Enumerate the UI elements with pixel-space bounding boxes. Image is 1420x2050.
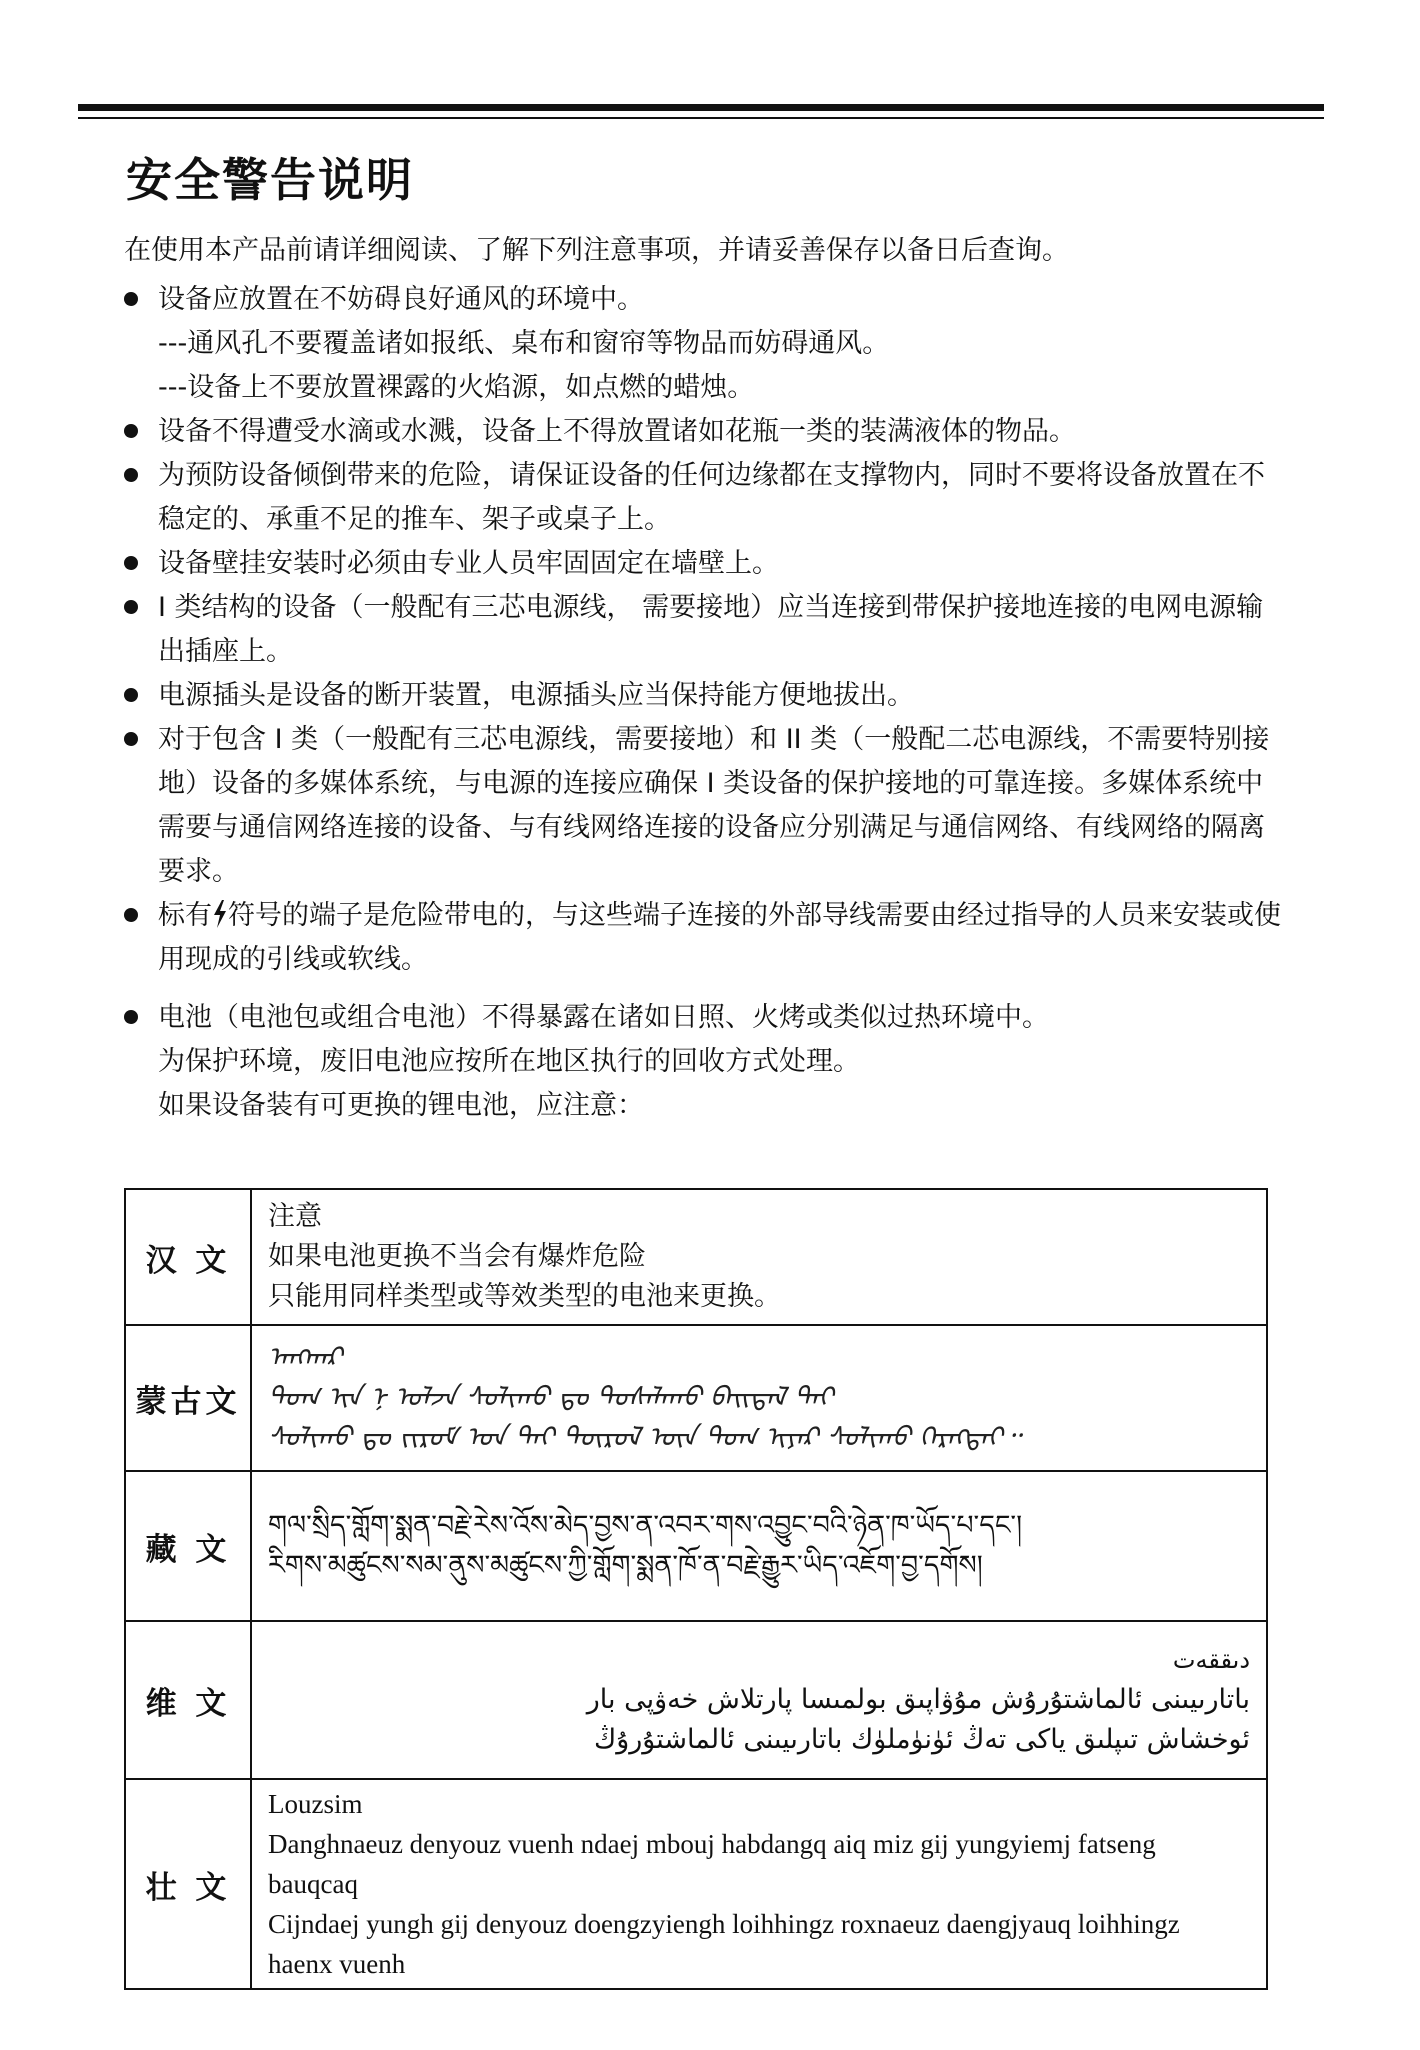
list-item: 设备不得遭受水滴或水溅，设备上不得放置诸如花瓶一类的装满液体的物品。: [124, 410, 1284, 454]
warning-text-chinese: 注意 如果电池更换不当会有爆炸危险 只能用同样类型或等效类型的电池来更换。: [251, 1189, 1267, 1325]
bullet-icon: [124, 468, 138, 482]
bullet-icon: [124, 600, 138, 614]
language-label: 汉 文: [125, 1189, 251, 1325]
list-item: 电源插头是设备的断开装置，电源插头应当保持能方便地拔出。: [124, 674, 1284, 718]
warning-text-mongolian: ᠠᠨᠭᠬᠠᠷ ᠲᠤᠭ ᠢᠨ ᠨ ᠣᠯᠵᠠ ᠰᠣᠯᠢᠬᠤ ᠳᠤ ᠲᠤᠰᠠᠯᠠᠬᠤ ᠪᠠᠢᠳᠠᠯ ᠲᠠᠢ ᠰᠣᠯᠢᠬᠤ ᠳᠤ ᠵᠢᠷᠤᠮ ᠤᠨ ᠲᠡᠢ ᠲᠦᠷᠦᠯ ᠦᠨ ᠲᠤᠭ ᠢᠶᠠᠷ ᠰᠣᠯᠢᠬᠤ ᠬᠡᠷᠡᠭᠲᠡᠢ᠃: [251, 1325, 1267, 1471]
warning-list: [124, 278, 1284, 1128]
list-item: 设备壁挂安装时必须由专业人员牢固固定在墙壁上。: [124, 542, 1284, 586]
warning-text-zhuang: Louzsim Danghnaeuz denyouz vuenh ndaej mbouj habdangq aiq miz gij yungyiemj fatseng bauqcaq Cijndaej yungh gij denyouz doengzyiengh loihhingz roxnaeuz daengjyauq loihhingz haenx vuenh: [251, 1779, 1267, 1989]
list-item: 电池（电池包或组合电池）不得暴露在诸如日照、火烤或类似过热环境中。: [124, 996, 1284, 1040]
lightning-icon: [212, 900, 228, 928]
table-row: [125, 1471, 1267, 1621]
language-label: 维 文: [125, 1621, 251, 1779]
list-item: 为预防设备倾倒带来的危险，请保证设备的任何边缘都在支撑物内，同时不要将设备放置在不稳定的、承重不足的推车、架子或桌子上。: [124, 454, 1284, 542]
list-subitem: ---通风孔不要覆盖诸如报纸、桌布和窗帘等物品而妨碍通风。: [158, 328, 890, 359]
header-rule-thin: [78, 117, 1324, 119]
list-subitem: 为保护环境，废旧电池应按所在地区执行的回收方式处理。: [158, 1046, 860, 1077]
list-item: 标有 符号的端子是危险带电的，与这些端子连接的外部导线需要由经过指导的人员来安装或使用现成的引线或软线。: [124, 894, 1284, 982]
battery-warning-table: [124, 1188, 1268, 1990]
bullet-icon: [124, 908, 138, 922]
table-row: [125, 1621, 1267, 1779]
bullet-icon: [124, 556, 138, 570]
warning-text-tibetan: གལ་སྲིད་གློག་སྨན་བརྗེ་རེས་འོས་མེད་བྱས་ན་འབར་གས་འབྱུང་བའི་ཉེན་ཁ་ཡོད་པ་དང་། རིགས་མཚུངས་སམ་ནུས་མཚུངས་ཀྱི་གློག་སྨན་ཁོ་ན་བརྗེ་རྒྱུར་ཡིད་འཇོག་བྱ་དགོས།: [251, 1471, 1267, 1621]
intro-text: 在使用本产品前请详细阅读、了解下列注意事项，并请妥善保存以备日后查询。: [124, 235, 1069, 266]
page-title: 安全警告说明: [126, 153, 414, 207]
bullet-icon: [124, 732, 138, 746]
language-label: 藏 文: [125, 1471, 251, 1621]
table-row: [125, 1189, 1267, 1325]
language-label: 壮 文: [125, 1779, 251, 1989]
bullet-icon: [124, 688, 138, 702]
language-label: 蒙古文: [125, 1325, 251, 1471]
list-item: 设备应放置在不妨碍良好通风的环境中。: [124, 278, 1284, 322]
list-subitem: ---设备上不要放置裸露的火焰源，如点燃的蜡烛。: [158, 372, 755, 403]
warning-text-uyghur: دىققەت باتارىيىنى ئالماشتۇرۇش مۇۋاپىق بولمىسا پارتلاش خەۋپى بار ئوخشاش تىپلىق ياكى تەڭ ئۈنۈملۈك باتارىيىنى ئالماشتۇرۇڭ: [251, 1621, 1267, 1779]
bullet-icon: [124, 1010, 138, 1024]
list-item: I 类结构的设备（一般配有三芯电源线， 需要接地）应当连接到带保护接地连接的电网电源输出插座上。: [124, 586, 1284, 674]
list-subitem: 如果设备装有可更换的锂电池，应注意：: [158, 1090, 644, 1121]
bullet-icon: [124, 424, 138, 438]
list-item: 对于包含 I 类（一般配有三芯电源线，需要接地）和 II 类（一般配二芯电源线，不需要特别接地）设备的多媒体系统，与电源的连接应确保 I 类设备的保护接地的可靠连接。多媒体系统中需要与通信网络连接的设备、与有线网络连接的设备应分别满足与通信网络、有线网络的隔离要求。: [124, 718, 1284, 894]
bullet-icon: [124, 292, 138, 306]
table-row: [125, 1779, 1267, 1989]
header-rule-thick: [78, 104, 1324, 111]
table-row: [125, 1325, 1267, 1471]
